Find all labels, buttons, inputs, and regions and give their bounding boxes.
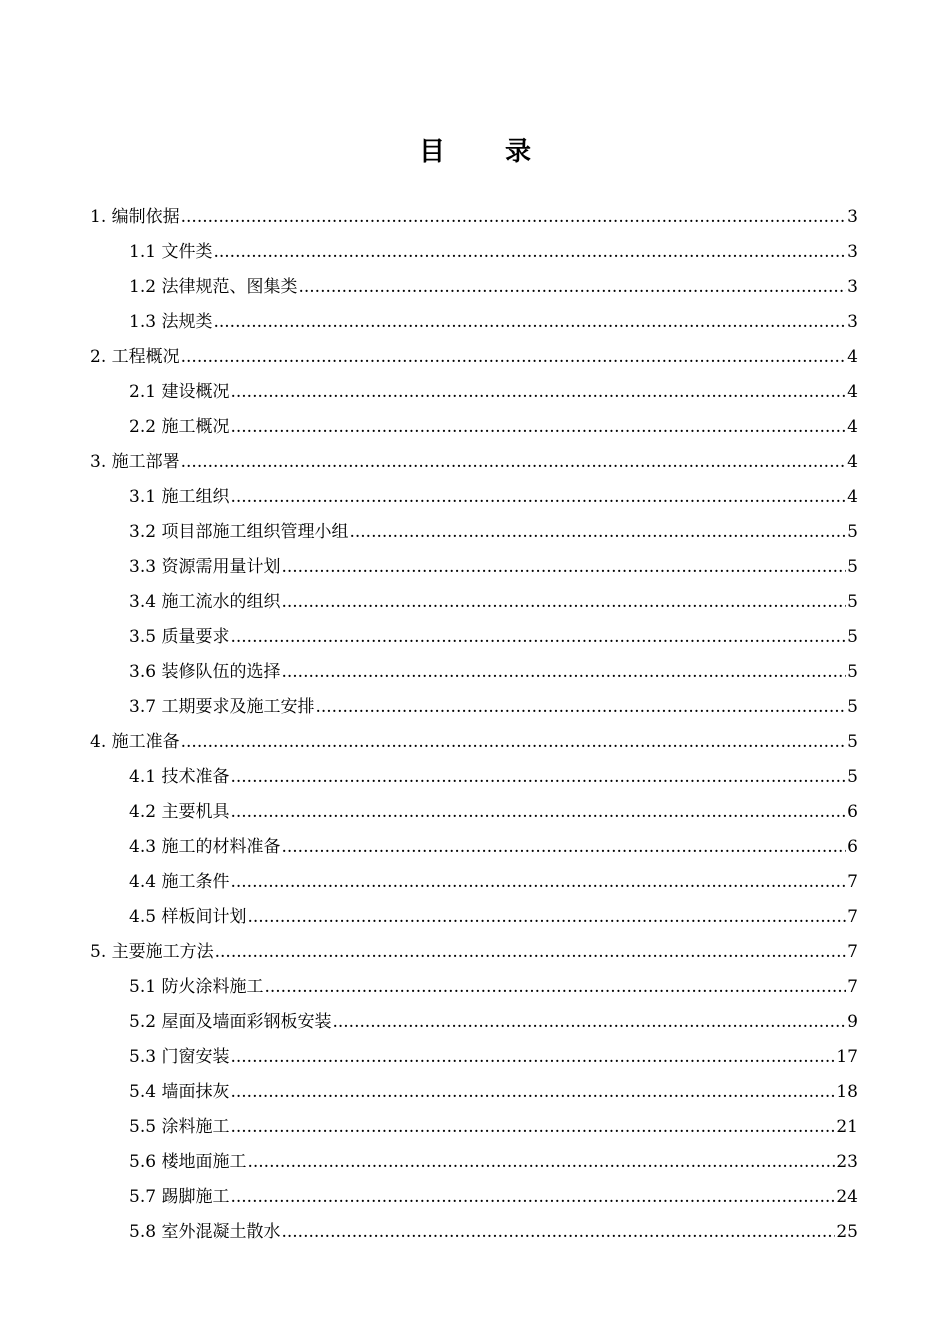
toc-dot-leader [281,830,846,865]
toc-entry-label: 4.1 技术准备 [129,767,230,787]
toc-page-number: 25 [836,1222,858,1242]
toc-entry-label: 4.2 主要机具 [129,802,230,822]
toc-dot-leader [230,410,846,445]
toc-entry-label: 4.4 施工条件 [129,872,230,892]
toc-dot-leader [298,270,846,305]
toc-page-number: 6 [847,802,858,822]
toc-subsection-entry[interactable] [0,655,950,690]
toc-dot-leader [213,235,846,270]
toc-entry-label: 3.1 施工组织 [129,487,230,507]
toc-dot-leader [349,515,846,550]
toc-entry-label: 5.3 门窗安装 [129,1047,230,1067]
toc-entry-label: 2.2 施工概况 [129,417,230,437]
toc-subsection-entry[interactable] [0,900,950,935]
toc-dot-leader [315,690,846,725]
toc-entry-label: 1.1 文件类 [129,242,213,262]
toc-subsection-entry[interactable] [0,970,950,1005]
toc-subsection-entry[interactable] [0,865,950,900]
toc-entry-label: 3. 施工部署 [90,452,180,472]
toc-dot-leader [181,200,847,235]
toc-page-number: 5 [847,732,858,752]
toc-dot-leader [281,655,846,690]
toc-entry-label: 4.3 施工的材料准备 [129,837,281,857]
toc-subsection-entry[interactable] [0,585,950,620]
toc-entry-label: 5. 主要施工方法 [90,942,214,962]
toc-subsection-entry[interactable] [0,1075,950,1110]
toc-title: 目录 [418,137,591,167]
toc-entry-label: 2.1 建设概况 [129,382,230,402]
toc-entry-label: 3.5 质量要求 [129,627,230,647]
toc-page-number: 7 [847,942,858,962]
toc-subsection-entry[interactable] [0,1110,950,1145]
toc-dot-leader [230,865,846,900]
toc-entry-label: 2. 工程概况 [90,347,180,367]
toc-dot-leader [230,760,846,795]
toc-page-number: 4 [847,347,858,367]
toc-entry-label: 4. 施工准备 [90,732,180,752]
toc-dot-leader [230,375,846,410]
toc-dot-leader [181,340,847,375]
toc-page-number: 4 [847,452,858,472]
toc-subsection-entry[interactable] [0,830,950,865]
toc-subsection-entry[interactable] [0,515,950,550]
toc-entry-label: 5.4 墙面抹灰 [129,1082,230,1102]
toc-section-entry[interactable] [0,340,950,375]
toc-subsection-entry[interactable] [0,1040,950,1075]
toc-dot-leader [230,480,846,515]
toc-entry-label: 4.5 样板间计划 [129,907,247,927]
toc-entry-label: 3.7 工期要求及施工安排 [129,697,315,717]
toc-dot-leader [230,620,846,655]
toc-page-number: 5 [847,557,858,577]
toc-page-number: 4 [847,382,858,402]
toc-dot-leader [230,795,846,830]
toc-entry-label: 3.6 装修队伍的选择 [129,662,281,682]
toc-page-number: 5 [847,522,858,542]
toc-page-number: 6 [847,837,858,857]
toc-page-number: 5 [847,697,858,717]
toc-entry-label: 5.5 涂料施工 [129,1117,230,1137]
toc-page-number: 5 [847,767,858,787]
toc-subsection-entry[interactable] [0,1215,950,1250]
toc-entry-label: 5.7 踢脚施工 [129,1187,230,1207]
toc-subsection-entry[interactable] [0,305,950,340]
toc-subsection-entry[interactable] [0,1145,950,1180]
toc-page-number: 5 [847,592,858,612]
toc-subsection-entry[interactable] [0,235,950,270]
toc-dot-leader [215,935,847,970]
toc-page-number: 3 [847,312,858,332]
toc-dot-leader [264,970,846,1005]
toc-page-number: 7 [847,872,858,892]
toc-page-number: 17 [836,1047,858,1067]
toc-subsection-entry[interactable] [0,1180,950,1215]
toc-page-number: 3 [847,242,858,262]
toc-page-number: 7 [847,907,858,927]
toc-section-entry[interactable] [0,725,950,760]
toc-dot-leader [247,900,846,935]
toc-page-number: 23 [836,1152,858,1172]
toc-entry-label: 3.2 项目部施工组织管理小组 [129,522,349,542]
toc-page-number: 7 [847,977,858,997]
toc-section-entry[interactable] [0,445,950,480]
toc-subsection-entry[interactable] [0,550,950,585]
toc-page-number: 3 [847,277,858,297]
toc-entry-label: 1. 编制依据 [90,207,180,227]
toc-subsection-entry[interactable] [0,410,950,445]
toc-dot-leader [247,1145,835,1180]
toc-entry-label: 5.1 防火涂料施工 [129,977,264,997]
toc-entry-label: 3.3 资源需用量计划 [129,557,281,577]
toc-dot-leader [230,1040,835,1075]
toc-dot-leader [181,725,847,760]
toc-subsection-entry[interactable] [0,760,950,795]
toc-subsection-entry[interactable] [0,375,950,410]
toc-entry-label: 5.2 屋面及墙面彩钢板安装 [129,1012,332,1032]
toc-page-number: 18 [836,1082,858,1102]
toc-dot-leader [230,1110,835,1145]
toc-page-number: 5 [847,662,858,682]
toc-page-number: 4 [847,417,858,437]
toc-page-number: 3 [847,207,858,227]
toc-dot-leader [281,1215,835,1250]
toc-entry-label: 1.2 法律规范、图集类 [129,277,298,297]
toc-dot-leader [213,305,846,340]
toc-subsection-entry[interactable] [0,690,950,725]
toc-subsection-entry[interactable] [0,795,950,830]
toc-dot-leader [230,1075,835,1110]
toc-page-number: 9 [847,1012,858,1032]
toc-page-number: 24 [836,1187,858,1207]
toc-dot-leader [281,550,846,585]
toc-subsection-entry[interactable] [0,620,950,655]
toc-list [0,200,950,1250]
toc-dot-leader [332,1005,846,1040]
toc-subsection-entry[interactable] [0,270,950,305]
toc-subsection-entry[interactable] [0,480,950,515]
toc-entry-label: 1.3 法规类 [129,312,213,332]
toc-dot-leader [181,445,847,480]
toc-section-entry[interactable] [0,200,950,235]
toc-dot-leader [230,1180,835,1215]
toc-section-entry[interactable] [0,935,950,970]
toc-dot-leader [281,585,846,620]
toc-subsection-entry[interactable] [0,1005,950,1040]
toc-page-number: 4 [847,487,858,507]
toc-page-number: 21 [836,1117,858,1137]
toc-entry-label: 5.6 楼地面施工 [129,1152,247,1172]
toc-entry-label: 3.4 施工流水的组织 [129,592,281,612]
toc-entry-label: 5.8 室外混凝土散水 [129,1222,281,1242]
toc-page-number: 5 [847,627,858,647]
